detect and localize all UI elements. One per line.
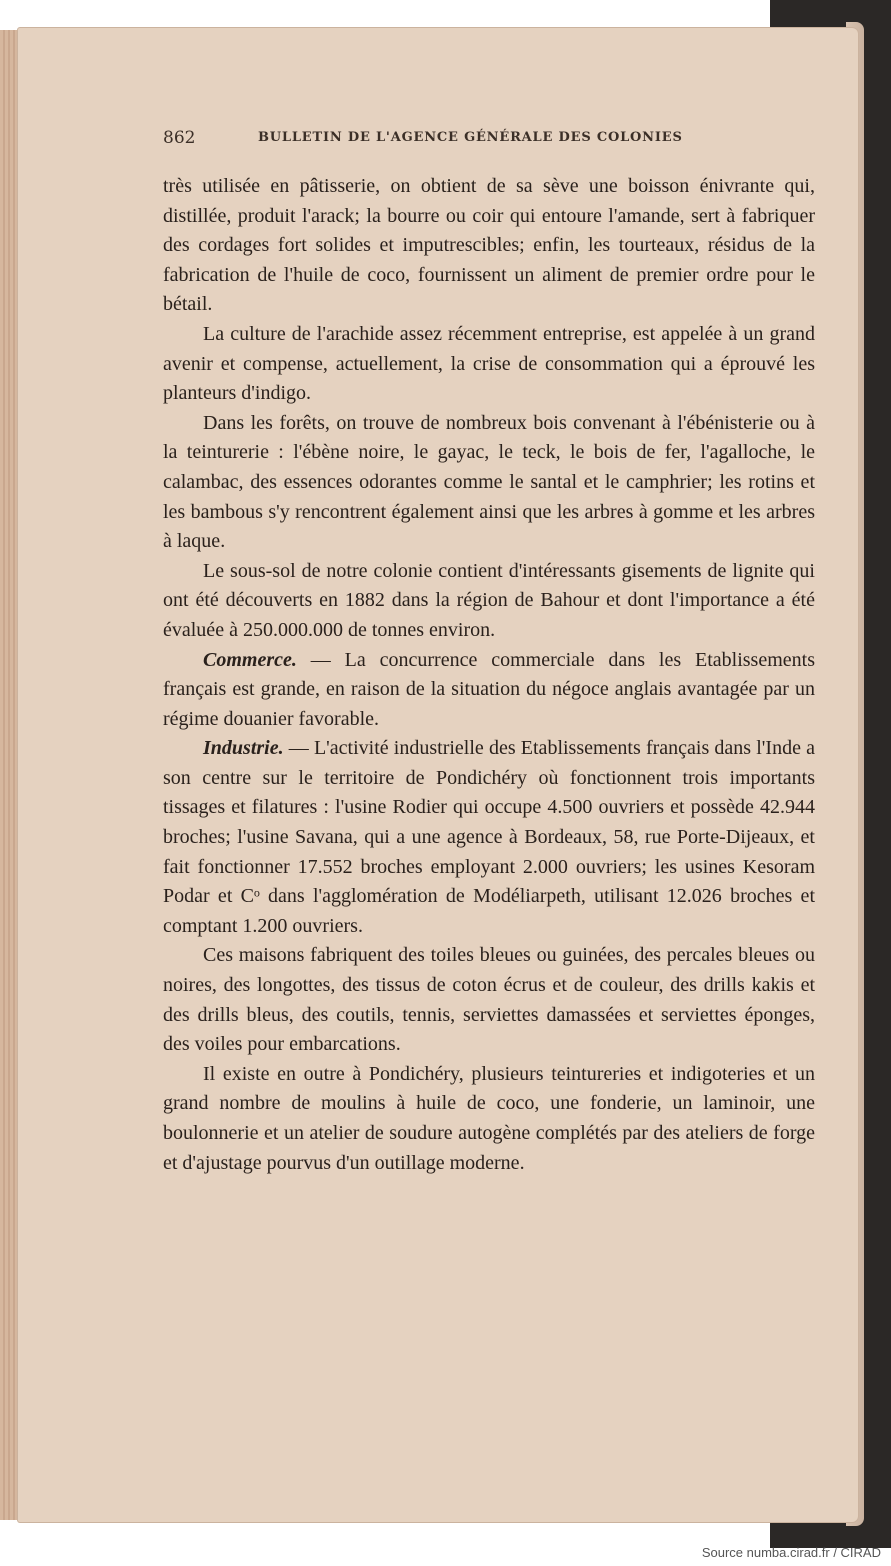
paragraph-text: Le sous-sol de notre colonie contient d'intéressants gisements de lignite qui ont été découverts en 1882 dans la région de Bahour et dont l'importance a été évaluée à 250.000.000 de tonnes environ. [163, 559, 815, 641]
paragraph [163, 320, 815, 409]
page-number: 862 [163, 128, 196, 148]
paragraph-text: très utilisée en pâtisserie, on obtient de sa sève une boisson énivrante qui, distillée, produit l'arack; la bourre ou coir qui entoure l'amande, sert à fabriquer des cordages fort solides et imputrescibles; enfin, les tourteaux, résidus de la fabrication de l'huile de coco, fournissent un aliment de premier ordre pour le bétail. [163, 175, 815, 316]
page-header [163, 128, 813, 152]
paragraph [163, 557, 815, 646]
paragraph-text: Il existe en outre à Pondichéry, plusieurs teintureries et indigoteries et un grand nombre de moulins à huile de coco, une fonderie, un laminoir, une boulonnerie et un atelier de soudure autogène complétés par des ateliers de forge et d'ajustage pourvus d'un outillage moderne. [163, 1062, 815, 1174]
paragraph-text: Ces maisons fabriquent des toiles bleues ou guinées, des percales bleues ou noires, des longottes, des tissus de coton écrus et de couleur, des drills kakis et des drills bleus, des coutils, tennis, serviettes damassées et serviettes éponges, des voiles pour embarcations. [163, 944, 815, 1056]
paragraph [163, 172, 815, 320]
paragraph-text: Dans les forêts, on trouve de nombreux bois convenant à l'ébénisterie ou à la teinturerie : l'ébène noire, le gayac, le teck, le bois de fer, l'agalloche, le calambac, des essences odorantes comme le santal et le camphrier; les rotins et les bambous s'y rencontrent également ainsi que les arbres à gomme et les arbres à laque. [163, 411, 815, 553]
source-credit: Source numba.cirad.fr / CIRAD [701, 1545, 881, 1560]
paragraph [163, 1060, 815, 1178]
paragraph-industrie [163, 734, 815, 941]
body-text [163, 172, 815, 1178]
paragraph-text: — La concurrence commerciale dans les Etablissements français est grande, en raison de la situation du négoce anglais avantagée par un régime douanier favorable. [163, 648, 815, 730]
paragraph-commerce [163, 646, 815, 735]
paragraph-lead: Industrie. [203, 737, 284, 760]
paragraph-lead: Commerce. [203, 648, 297, 671]
paragraph-text: — L'activité industrielle des Etablissements français dans l'Inde a son centre sur le territoire de Pondichéry où fonctionnent trois importants tissages et filatures : l'usine Rodier qui occupe 4.500 ouvriers et possède 42.944 broches; l'usine Savana, qui a une agence à Bordeaux, 58, rue Porte-Dijeaux, et fait fonctionner 17.552 broches employant 2.000 ouvriers; les usines Kesoram Podar et Cᵒ dans l'agglomération de Modéliarpeth, utilisant 12.026 broches et comptant 1.200 ouvriers. [163, 737, 815, 937]
running-title: BULLETIN DE L'AGENCE GÉNÉRALE DES COLONIES [258, 130, 683, 145]
paragraph-text: La culture de l'arachide assez récemment entreprise, est appelée à un grand avenir et compense, actuellement, la crise de consommation qui a éprouvé les planteurs d'indigo. [163, 322, 815, 405]
paragraph [163, 409, 815, 557]
paragraph [163, 941, 815, 1059]
